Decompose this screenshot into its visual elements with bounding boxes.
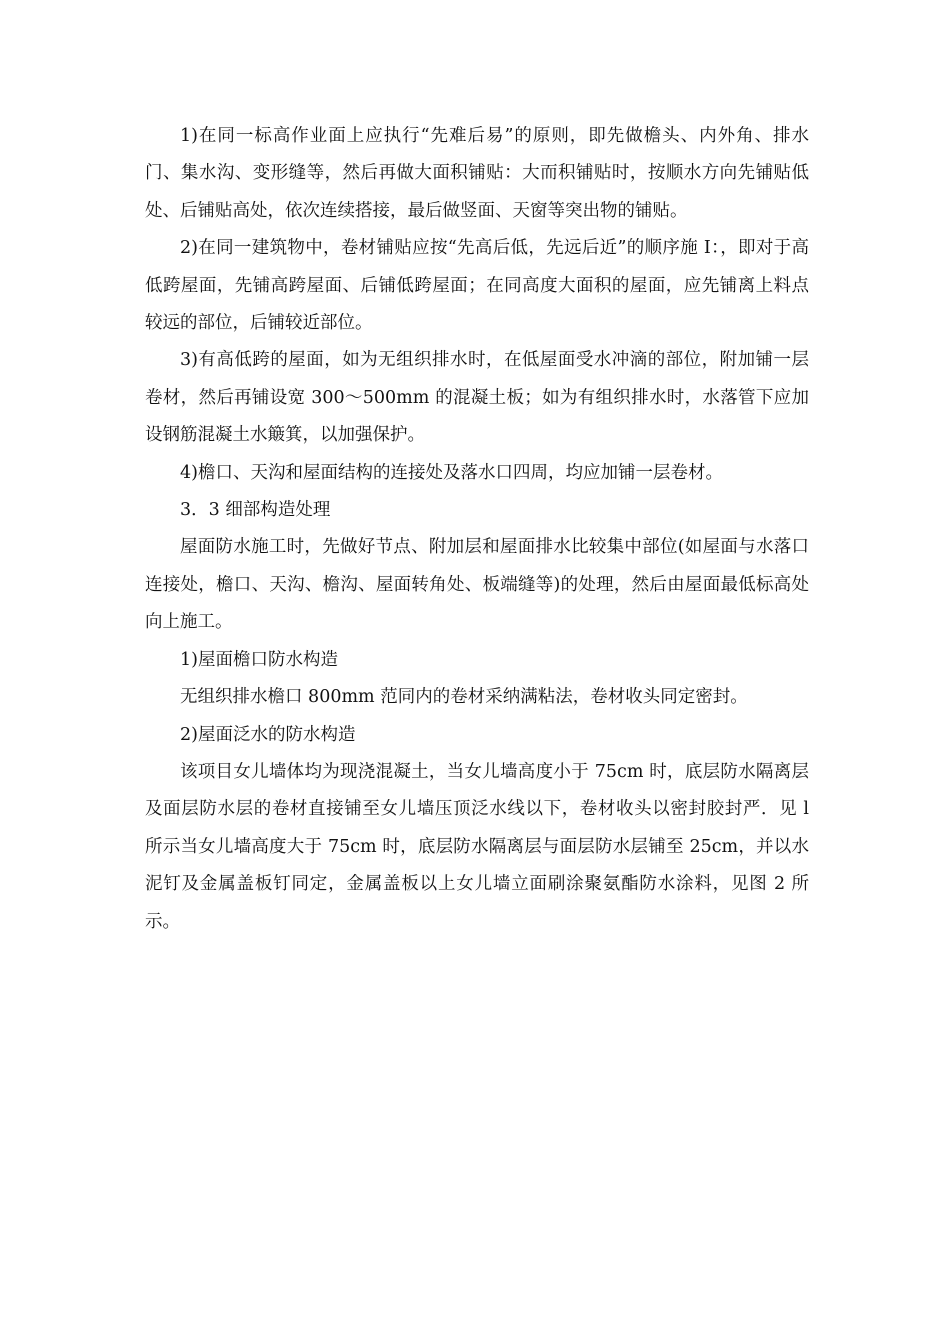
paragraph-3: 3)有高低跨的屋面，如为无组织排水时，在低屋面受水冲滴的部位，附加铺一层卷材，然后再铺设宽 300～500mm 的混凝土板；如为有组织排水时，水落管下应加设钢筋混凝土水簸箕，以加强保护。 [145,350,809,446]
paragraph-4: 4)檐口、天沟和屋面结构的连接处及落水口四周，均应加铺一层卷材。 [180,462,723,483]
paragraph-7: 该项目女儿墙体均为现浇混凝土，当女儿墙高度小于 75cm 时，底层防水隔离层及面层防水层的卷材直接铺至女儿墙压顶泛水线以下，卷材收头以密封胶封严．见 l 所示当女儿墙高度大于 75cm 时，底层防水隔离层与面层防水层铺至 25cm，并以水泥钉及金属盖板钉同定，金属盖板以上女儿墙立面刷涂聚氨酯防水涂料，见图 2 所示。 [145,761,809,932]
subheading-eaves: 1)屋面檐口防水构造 [180,649,338,670]
paragraph-5: 屋面防水施工时，先做好节点、附加层和屋面排水比较集中部位(如屋面与水落口连接处，檐口、天沟、檐沟、屋面转角处、板端缝等)的处理，然后由屋面最低标高处向上施工。 [145,537,809,633]
paragraph-6: 无组织排水檐口 800mm 范同内的卷材采纳满粘法，卷材收头同定密封。 [180,687,748,708]
paragraph-2: 2)在同一建筑物中，卷材铺贴应按“先高后低，先远后近”的顺序施 I：，即对于高低跨屋面，先铺高跨屋面、后铺低跨屋面；在同高度大面积的屋面，应先铺离上料点较远的部位，后铺较近部位。 [145,238,809,334]
paragraph-1: 1)在同一标高作业面上应执行“先难后易”的原则，即先做檐头、内外角、排水门、集水沟、变形缝等，然后再做大面积铺贴：大而积铺贴时，按顺水方向先铺贴低处、后铺贴高处，依次连续搭接，最后做竖面、天窗等突出物的铺贴。 [145,126,809,221]
subheading-flashing: 2)屋面泛水的防水构造 [180,724,356,745]
section-heading: 3．3 细部构造处理 [180,500,331,521]
document-body [145,118,809,941]
